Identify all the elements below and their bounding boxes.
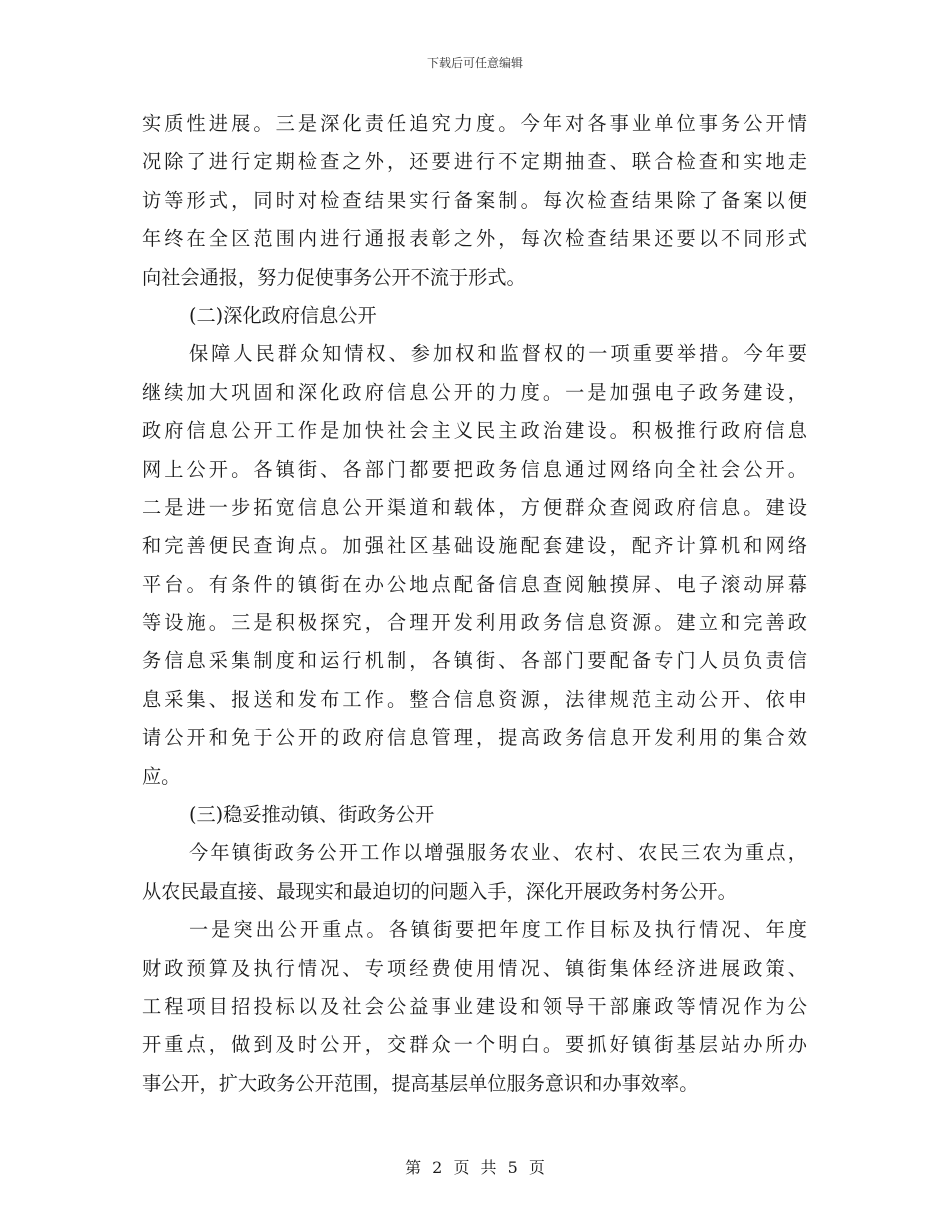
section-heading — [142, 297, 807, 335]
text-line: 向社会通报，努力促使事务公开不流于形式。 — [142, 265, 526, 289]
paragraph — [142, 105, 807, 297]
text-line: 息采集、报送和发布工作。整合信息资源，法律规范主动公开、依申 — [142, 687, 807, 711]
paragraph — [142, 834, 807, 911]
heading-text: (三)稳妥推动镇、街政务公开 — [189, 803, 435, 827]
text-line: 事公开，扩大政务公开范围，提高基层单位服务意识和办事效率。 — [142, 1071, 699, 1095]
text-line: 今年镇街政务公开工作以增强服务农业、农村、农民三农为重点， — [189, 841, 807, 865]
text-line: 从农民最直接、最现实和最迫切的问题入手，深化开展政务村务公开。 — [142, 879, 737, 903]
document-body — [142, 105, 807, 1103]
page-header: 下载后可任意编辑 — [426, 56, 523, 70]
page-number-footer: 第 2 页 共 5 页 — [405, 1158, 545, 1177]
text-line: 财政预算及执行情况、专项经费使用情况、镇街集体经济进展政策、 — [142, 956, 807, 980]
text-line: 实质性进展。三是深化责任追究力度。今年对各事业单位事务公开情 — [142, 112, 807, 135]
text-line: 保障人民群众知情权、参加权和监督权的一项重要举措。今年要 — [189, 342, 807, 366]
text-line: 网上公开。各镇街、各部门都要把政务信息通过网络向全社会公开。 — [142, 457, 807, 481]
text-line: 平台。有条件的镇街在办公地点配备信息查阅触摸屏、电子滚动屏幕 — [142, 572, 807, 596]
text-line: 等设施。三是积极探究，合理开发利用政务信息资源。建立和完善政 — [142, 611, 807, 635]
text-line: 开重点，做到及时公开，交群众一个明白。要抓好镇街基层站办所办 — [142, 1033, 807, 1057]
paragraph — [142, 911, 807, 1103]
text-line: 一是突出公开重点。各镇街要把年度工作目标及执行情况、年度 — [189, 918, 807, 942]
text-line: 二是进一步拓宽信息公开渠道和载体，方便群众查阅政府信息。建设 — [142, 495, 807, 519]
text-line: 年终在全区范围内进行通报表彰之外，每次检查结果还要以不同形式 — [142, 227, 807, 251]
text-line: 政府信息公开工作是加快社会主义民主政治建设。积极推行政府信息 — [142, 419, 807, 443]
text-line: 工程项目招投标以及社会公益事业建设和领导干部廉政等情况作为公 — [142, 994, 807, 1018]
text-line: 和完善便民查询点。加强社区基础设施配套建设，配齐计算机和网络 — [142, 534, 807, 558]
paragraph — [142, 335, 807, 796]
text-line: 请公开和免于公开的政府信息管理，提高政务信息开发利用的集合效 — [142, 726, 807, 750]
text-line: 应。 — [142, 764, 181, 788]
section-heading — [142, 796, 807, 834]
text-line: 继续加大巩固和深化政府信息公开的力度。一是加强电子政务建设， — [142, 380, 807, 404]
text-line: 访等形式，同时对检查结果实行备案制。每次检查结果除了备案以便 — [142, 188, 807, 212]
text-line: 务信息采集制度和运行机制，各镇街、各部门要配备专门人员负责信 — [142, 649, 807, 673]
text-line: 况除了进行定期检查之外，还要进行不定期抽查、联合检查和实地走 — [142, 150, 807, 174]
heading-text: (二)深化政府信息公开 — [189, 303, 377, 327]
